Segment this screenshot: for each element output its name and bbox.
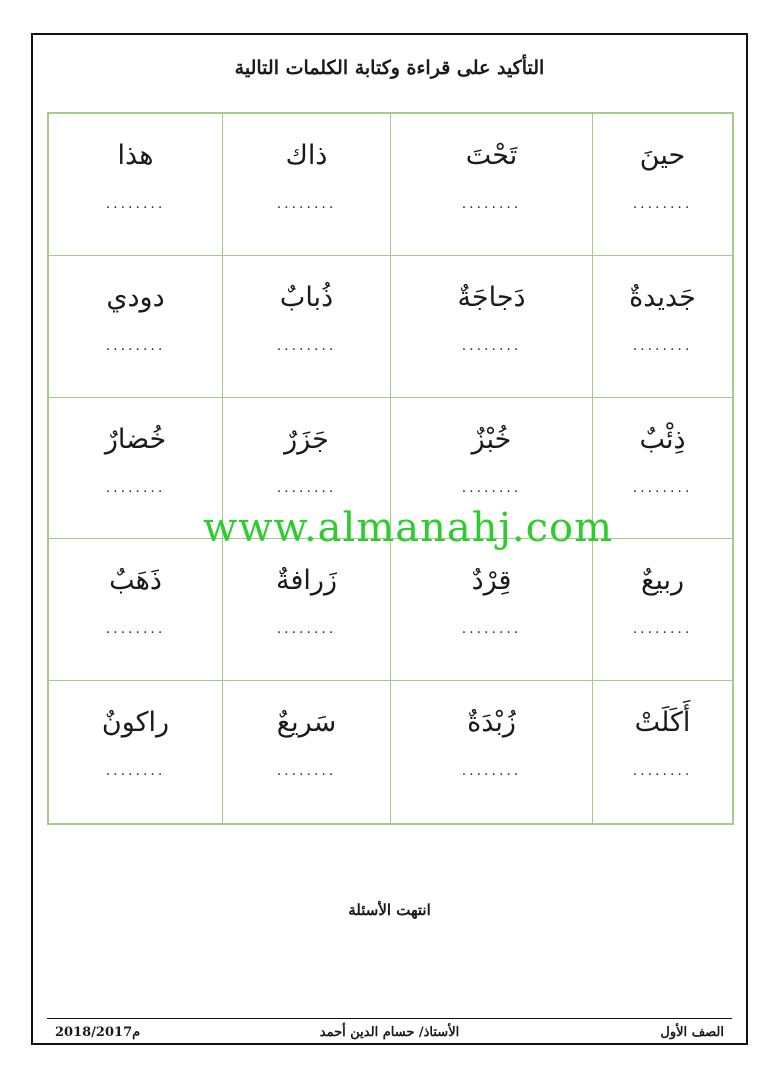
writing-dots: ........ — [105, 196, 166, 212]
word-cell — [593, 398, 732, 540]
writing-dots: ........ — [461, 621, 522, 638]
word-text: ذاك — [285, 140, 328, 171]
word-grid — [47, 112, 734, 825]
word-cell — [391, 681, 593, 823]
word-cell — [593, 114, 732, 256]
word-text: خُبْزٌ — [471, 423, 512, 455]
word-text: سَريعٌ — [276, 707, 337, 739]
word-text: ذَهَبٌ — [109, 565, 162, 597]
word-cell — [223, 114, 391, 256]
word-text: خُضارٌ — [104, 423, 167, 455]
word-text: زُبْدَةٌ — [467, 707, 516, 739]
word-cell — [391, 114, 593, 256]
footer-teacher: الأستاذ/ حسام الدين أحمد — [319, 1025, 460, 1040]
word-cell — [49, 539, 223, 681]
writing-dots: ........ — [276, 196, 337, 212]
word-text: أَكَلَتْ — [634, 707, 691, 739]
word-text: هذا — [117, 140, 154, 171]
word-text: تَحْتَ — [465, 140, 518, 171]
page-title: التأكيد على قراءة وكتابة الكلمات التالية — [234, 57, 545, 79]
word-text: راكونٌ — [101, 707, 170, 739]
writing-dots: ........ — [632, 763, 693, 780]
word-cell — [49, 256, 223, 398]
footer-year: 2018/2017م — [55, 1025, 141, 1040]
word-cell — [223, 256, 391, 398]
writing-dots: ........ — [461, 479, 522, 496]
writing-dots: ........ — [276, 479, 337, 496]
word-cell — [391, 539, 593, 681]
word-text: دَجاجَةٌ — [457, 281, 526, 313]
word-text: جَزَرٌ — [284, 423, 329, 455]
footer-grade: الصف الأول — [660, 1025, 724, 1040]
word-cell — [593, 681, 732, 823]
writing-dots: ........ — [461, 196, 522, 212]
writing-dots: ........ — [632, 479, 693, 496]
writing-dots: ........ — [105, 479, 166, 496]
word-cell — [223, 539, 391, 681]
writing-dots: ........ — [105, 763, 166, 780]
word-cell — [223, 681, 391, 823]
word-text: ذُبابٌ — [279, 281, 334, 313]
word-text: دودي — [106, 281, 165, 313]
writing-dots: ........ — [632, 196, 693, 212]
page-frame — [31, 33, 748, 1045]
footer-divider — [47, 1018, 732, 1019]
word-cell — [49, 681, 223, 823]
writing-dots: ........ — [632, 337, 693, 354]
word-cell — [49, 398, 223, 540]
footer — [55, 1025, 724, 1041]
end-of-questions-text: انتهت الأسئلة — [348, 901, 431, 919]
word-cell — [49, 114, 223, 256]
writing-dots: ........ — [461, 337, 522, 354]
writing-dots: ........ — [276, 763, 337, 780]
writing-dots: ........ — [105, 337, 166, 354]
word-text: قِرْدٌ — [471, 565, 512, 597]
word-text: زَرافةٌ — [276, 565, 337, 597]
writing-dots: ........ — [276, 337, 337, 354]
word-cell — [391, 256, 593, 398]
writing-dots: ........ — [105, 621, 166, 638]
word-text: ربيعٌ — [640, 565, 685, 597]
writing-dots: ........ — [276, 621, 337, 638]
writing-dots: ........ — [461, 763, 522, 780]
writing-dots: ........ — [632, 621, 693, 638]
word-text: جَديدةٌ — [629, 281, 696, 313]
word-text: حينَ — [639, 140, 686, 171]
word-cell — [593, 539, 732, 681]
word-text: ذِئْبٌ — [639, 423, 686, 455]
watermark-text: www.almanahj.com — [203, 505, 614, 551]
word-cell — [593, 256, 732, 398]
